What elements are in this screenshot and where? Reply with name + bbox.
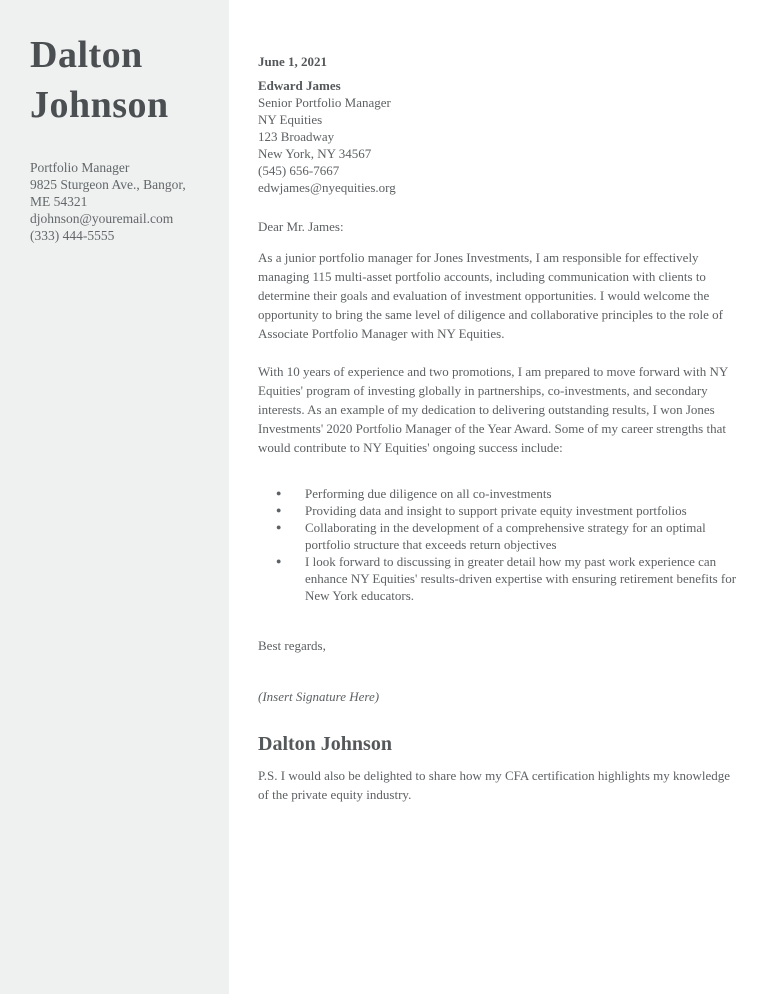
recipient-name: Edward James — [258, 78, 341, 93]
recipient-job-title: Senior Portfolio Manager — [258, 95, 391, 110]
strengths-list — [258, 485, 739, 604]
signature-placeholder: (Insert Signature Here) — [258, 689, 380, 704]
applicant-name: Dalton Johnson — [30, 34, 169, 126]
applicant-job-title: Portfolio Manager — [30, 160, 130, 175]
letter-body — [229, 0, 768, 994]
strength-item-1: ● Performing due diligence on all co-investments — [258, 485, 739, 502]
applicant-contact-block — [30, 159, 211, 244]
sidebar — [0, 0, 229, 994]
closing: Best regards, — [258, 638, 326, 653]
recipient-phone: (545) 656-7667 — [258, 163, 340, 178]
strength-item-2: ● Providing data and insight to support private equity investment portfolios — [258, 502, 739, 519]
body-paragraph-1: As a junior portfolio manager for Jones Investments, I am responsible for effectively managing 115 multi-asset portfolio accounts, including communication with clients to determine their goals and evaluation of investment opportunities. I would welcome the opportunity to bring the same level of diligence and collaborative principles to the role of Associate Portfolio Manager with NY Equities. — [258, 250, 723, 341]
salutation: Dear Mr. James: — [258, 219, 344, 234]
recipient-address-line-2: New York, NY 34567 — [258, 146, 372, 161]
recipient-email: edwjames@nyequities.org — [258, 180, 396, 195]
applicant-phone: (333) 444-5555 — [30, 228, 115, 243]
applicant-address-line-1: 9825 Sturgeon Ave., Bangor, — [30, 177, 186, 192]
recipient-company: NY Equities — [258, 112, 323, 127]
letter-date: June 1, 2021 — [258, 54, 327, 69]
applicant-email: djohnson@youremail.com — [30, 211, 174, 226]
postscript: P.S. I would also be delighted to share how my CFA certification highlights my knowledge of the private equity industry. — [258, 768, 731, 802]
signature-name: Dalton Johnson — [258, 733, 392, 755]
recipient-block — [258, 77, 739, 196]
recipient-address-line-1: 123 Broadway — [258, 129, 335, 144]
applicant-address-line-2: ME 54321 — [30, 194, 88, 209]
strength-item-3: ● Collaborating in the development of a comprehensive strategy for an optimal portfolio structure that exceeds return objectives — [258, 519, 739, 553]
strength-item-4: ● I look forward to discussing in greater detail how my past work experience can enhance NY Equities' results-driven expertise with ensuring retirement benefits for New York educators. — [258, 553, 739, 604]
body-paragraph-2: With 10 years of experience and two promotions, I am prepared to move forward with NY Equities' program of investing globally in partnerships, co-investments, and secondary interests. As an example of my dedication to delivering outstanding results, I won Jones Investments' 2020 Portfolio Manager of the Year Award. Some of my career strengths that would contribute to NY Equities' ongoing success include: — [258, 364, 728, 455]
